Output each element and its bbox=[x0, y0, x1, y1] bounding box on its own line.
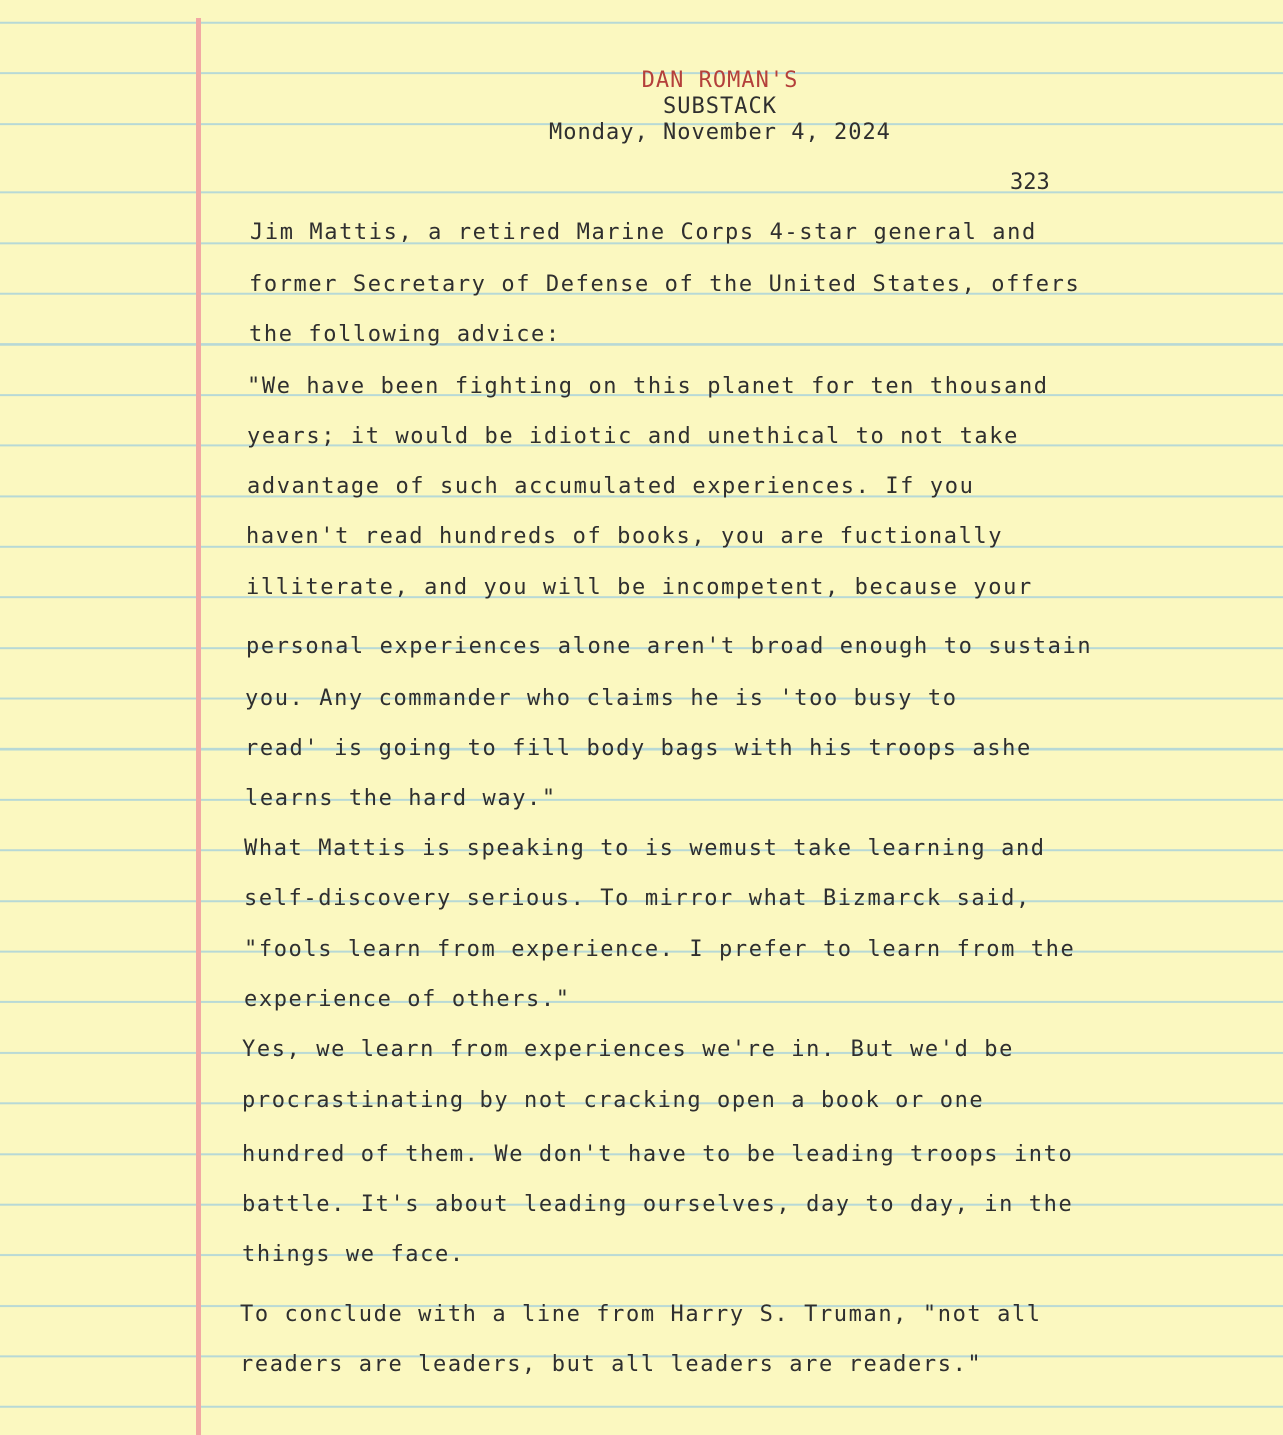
text-line: former Secretary of Defense of the United States, offers bbox=[249, 272, 1081, 297]
publication-name: SUBSTACK bbox=[663, 94, 777, 119]
text-line: Jim Mattis, a retired Marine Corps 4-star general and bbox=[250, 220, 1037, 245]
text-line: Yes, we learn from experiences we're in. But we'd be bbox=[242, 1037, 1014, 1062]
text-line: things we face. bbox=[242, 1242, 465, 1267]
text-line: the following advice: bbox=[249, 322, 561, 347]
text-line: To conclude with a line from Harry S. Truman, "not all bbox=[240, 1302, 1042, 1327]
text-line: self-discovery serious. To mirror what Bizmarck said, bbox=[244, 886, 1031, 911]
text-line: illiterate, and you will be incompetent, because your bbox=[246, 575, 1033, 600]
text-line: you. Any commander who claims he is 'too busy to bbox=[245, 686, 958, 711]
text-line: readers are leaders, but all leaders are readers." bbox=[240, 1352, 983, 1377]
text-line: advantage of such accumulated experiences. If you bbox=[247, 474, 975, 499]
author-name: DAN ROMAN'S bbox=[641, 68, 799, 93]
text-line: battle. It's about leading ourselves, day to day, in the bbox=[242, 1192, 1074, 1217]
text-line: learns the hard way." bbox=[245, 786, 557, 811]
page-number: 323 bbox=[1010, 170, 1050, 195]
text-line: years; it would be idiotic and unethical to not take bbox=[247, 424, 1019, 449]
text-line: experience of others." bbox=[244, 987, 571, 1012]
text-line: "fools learn from experience. I prefer to learn from the bbox=[244, 937, 1076, 962]
text-line: haven't read hundreds of books, you are fuctionally bbox=[246, 524, 1004, 549]
publication-date: Monday, November 4, 2024 bbox=[549, 120, 891, 145]
text-line: read' is going to fill body bags with his troops ashe bbox=[245, 736, 1032, 761]
text-line: hundred of them. We don't have to be leading troops into bbox=[242, 1142, 1074, 1167]
text-line: "We have been fighting on this planet for ten thousand bbox=[247, 374, 1049, 399]
text-line: What Mattis is speaking to is wemust take learning and bbox=[244, 836, 1046, 861]
text-line: personal experiences alone aren't broad enough to sustain bbox=[246, 634, 1093, 659]
text-line: procrastinating by not cracking open a book or one bbox=[242, 1088, 985, 1113]
margin-line bbox=[196, 18, 201, 1435]
